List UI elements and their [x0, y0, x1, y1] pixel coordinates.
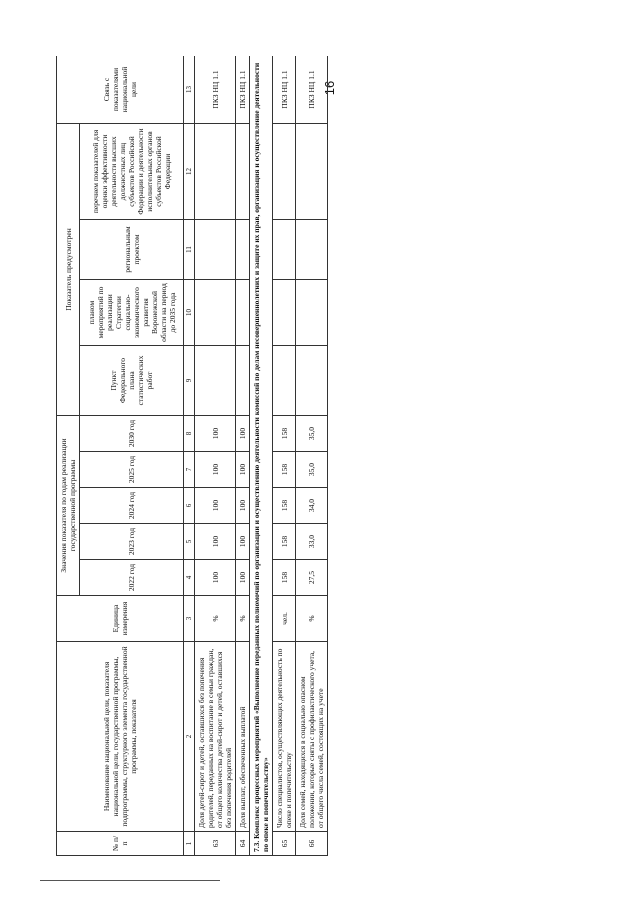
section-title: 7.3. Комплекс процессных мероприятий «Выполнение переданных полномочий по организации и осуществлению деятельности комиссий по делам несовершеннолетних и защите их прав, организация и осуществление деятельности по опеке и попечительству» — [250, 56, 273, 856]
row-num: 65 — [273, 832, 296, 856]
header-doc-efficiency: перечнем показателей для оценки эффективности деятельности высших должностных лиц субъектов Российской Федерации и деятельности исполнительных органов субъектов Российской Федерации — [80, 123, 184, 219]
row-value-2030: 158 — [273, 416, 296, 452]
col-number: 6 — [184, 488, 195, 524]
row-doc-fpsr — [195, 346, 236, 416]
row-value-2030: 100 — [236, 416, 250, 452]
rows-before-section — [195, 56, 250, 856]
row-value-2025: 100 — [195, 452, 236, 488]
header-docs-group: Показатель предусмотрен — [57, 123, 80, 415]
row-value-2030: 100 — [195, 416, 236, 452]
rows-after-section — [273, 56, 328, 856]
table-row — [273, 56, 296, 856]
header-year-2023: 2023 год — [80, 524, 184, 560]
col-number: 11 — [184, 220, 195, 280]
col-number: 13 — [184, 56, 195, 123]
row-name: Доля выплат, обеспеченных выплатой — [236, 642, 250, 832]
row-value-2022: 27,5 — [296, 560, 328, 596]
row-name: Доля семей, находящихся в социально опасном положении, которые сняты с профилактического учета, от общего числа семей, состоящих на учете — [296, 642, 328, 832]
col-number: 2 — [184, 642, 195, 832]
row-doc-fpsr — [236, 346, 250, 416]
col-number: 9 — [184, 346, 195, 416]
row-unit: % — [236, 596, 250, 642]
row-num: 63 — [195, 832, 236, 856]
col-number: 5 — [184, 524, 195, 560]
col-number: 10 — [184, 280, 195, 346]
row-value-2024: 100 — [195, 488, 236, 524]
header-year-2024: 2024 год — [80, 488, 184, 524]
header-num: № п/п — [57, 832, 184, 856]
row-doc-strategy — [296, 280, 328, 346]
row-value-2023: 158 — [273, 524, 296, 560]
row-link: ПКЗ НЦ 1.1 — [273, 56, 296, 123]
row-value-2024: 34,0 — [296, 488, 328, 524]
row-doc-efficiency — [236, 123, 250, 219]
row-doc-efficiency — [195, 123, 236, 219]
row-link: ПКЗ НЦ 1.1 — [195, 56, 236, 123]
col-number: 8 — [184, 416, 195, 452]
header-name: Наименование национальной цели, показателя национальной цели, государственной программы, подпрограммы, структурного элемента государственной программы, показателя — [57, 642, 184, 832]
row-value-2022: 100 — [195, 560, 236, 596]
row-value-2025: 35,0 — [296, 452, 328, 488]
row-value-2030: 35,0 — [296, 416, 328, 452]
row-unit: % — [195, 596, 236, 642]
row-unit: чел. — [273, 596, 296, 642]
header-doc-fpsr: Пункт Федерального плана статистических работ — [80, 346, 184, 416]
indicators-table — [56, 56, 328, 856]
row-doc-strategy — [273, 280, 296, 346]
row-doc-regional — [273, 220, 296, 280]
row-unit: % — [296, 596, 328, 642]
row-name: Доля детей-сирот и детей, оставшихся без попечения родителей, переданных на воспитание в семьи граждан, от общего количества детей-сирот и детей, оставшихся без попечения родителей — [195, 642, 236, 832]
header-values-group: Значения показателя по годам реализации государственной программы — [57, 416, 80, 596]
row-value-2024: 100 — [236, 488, 250, 524]
table-row — [296, 56, 328, 856]
row-doc-fpsr — [273, 346, 296, 416]
row-doc-regional — [296, 220, 328, 280]
row-doc-efficiency — [273, 123, 296, 219]
row-value-2023: 33,0 — [296, 524, 328, 560]
row-doc-regional — [236, 220, 250, 280]
row-doc-strategy — [195, 280, 236, 346]
header-doc-regional: региональным проектом — [80, 220, 184, 280]
row-doc-efficiency — [296, 123, 328, 219]
row-link: ПКЗ НЦ 1.1 — [296, 56, 328, 123]
row-value-2025: 100 — [236, 452, 250, 488]
row-doc-strategy — [236, 280, 250, 346]
header-doc-strategy: планом мероприятий по реализации Стратегии социально-экономического развития Воронежской области на период до 2035 года — [80, 280, 184, 346]
header-year-2030: 2030 год — [80, 416, 184, 452]
row-num: 64 — [236, 832, 250, 856]
row-doc-fpsr — [296, 346, 328, 416]
section-row — [250, 56, 273, 856]
row-value-2023: 100 — [236, 524, 250, 560]
row-name: Число специалистов, осуществляющих деятельность по опеке и попечительству — [273, 642, 296, 832]
page-number: 16 — [322, 80, 337, 96]
column-numbers-row — [184, 56, 195, 856]
header-unit: Единица измерения — [57, 596, 184, 642]
row-value-2025: 158 — [273, 452, 296, 488]
col-number: 7 — [184, 452, 195, 488]
header-year-2022: 2022 год — [80, 560, 184, 596]
rotated-page-area — [56, 56, 602, 856]
row-value-2022: 100 — [236, 560, 250, 596]
col-number: 1 — [184, 832, 195, 856]
table-row — [236, 56, 250, 856]
table-row — [195, 56, 236, 856]
col-number: 4 — [184, 560, 195, 596]
row-num: 66 — [296, 832, 328, 856]
footer-rule — [40, 880, 220, 881]
row-value-2022: 158 — [273, 560, 296, 596]
col-number: 3 — [184, 596, 195, 642]
header-year-2025: 2025 год — [80, 452, 184, 488]
col-number: 12 — [184, 123, 195, 219]
row-doc-regional — [195, 220, 236, 280]
row-link: ПКЗ НЦ 1.1 — [236, 56, 250, 123]
row-value-2024: 158 — [273, 488, 296, 524]
header-link: Связь с показателями национальной цели — [57, 56, 184, 123]
landscape-table-container — [56, 56, 602, 856]
row-value-2023: 100 — [195, 524, 236, 560]
